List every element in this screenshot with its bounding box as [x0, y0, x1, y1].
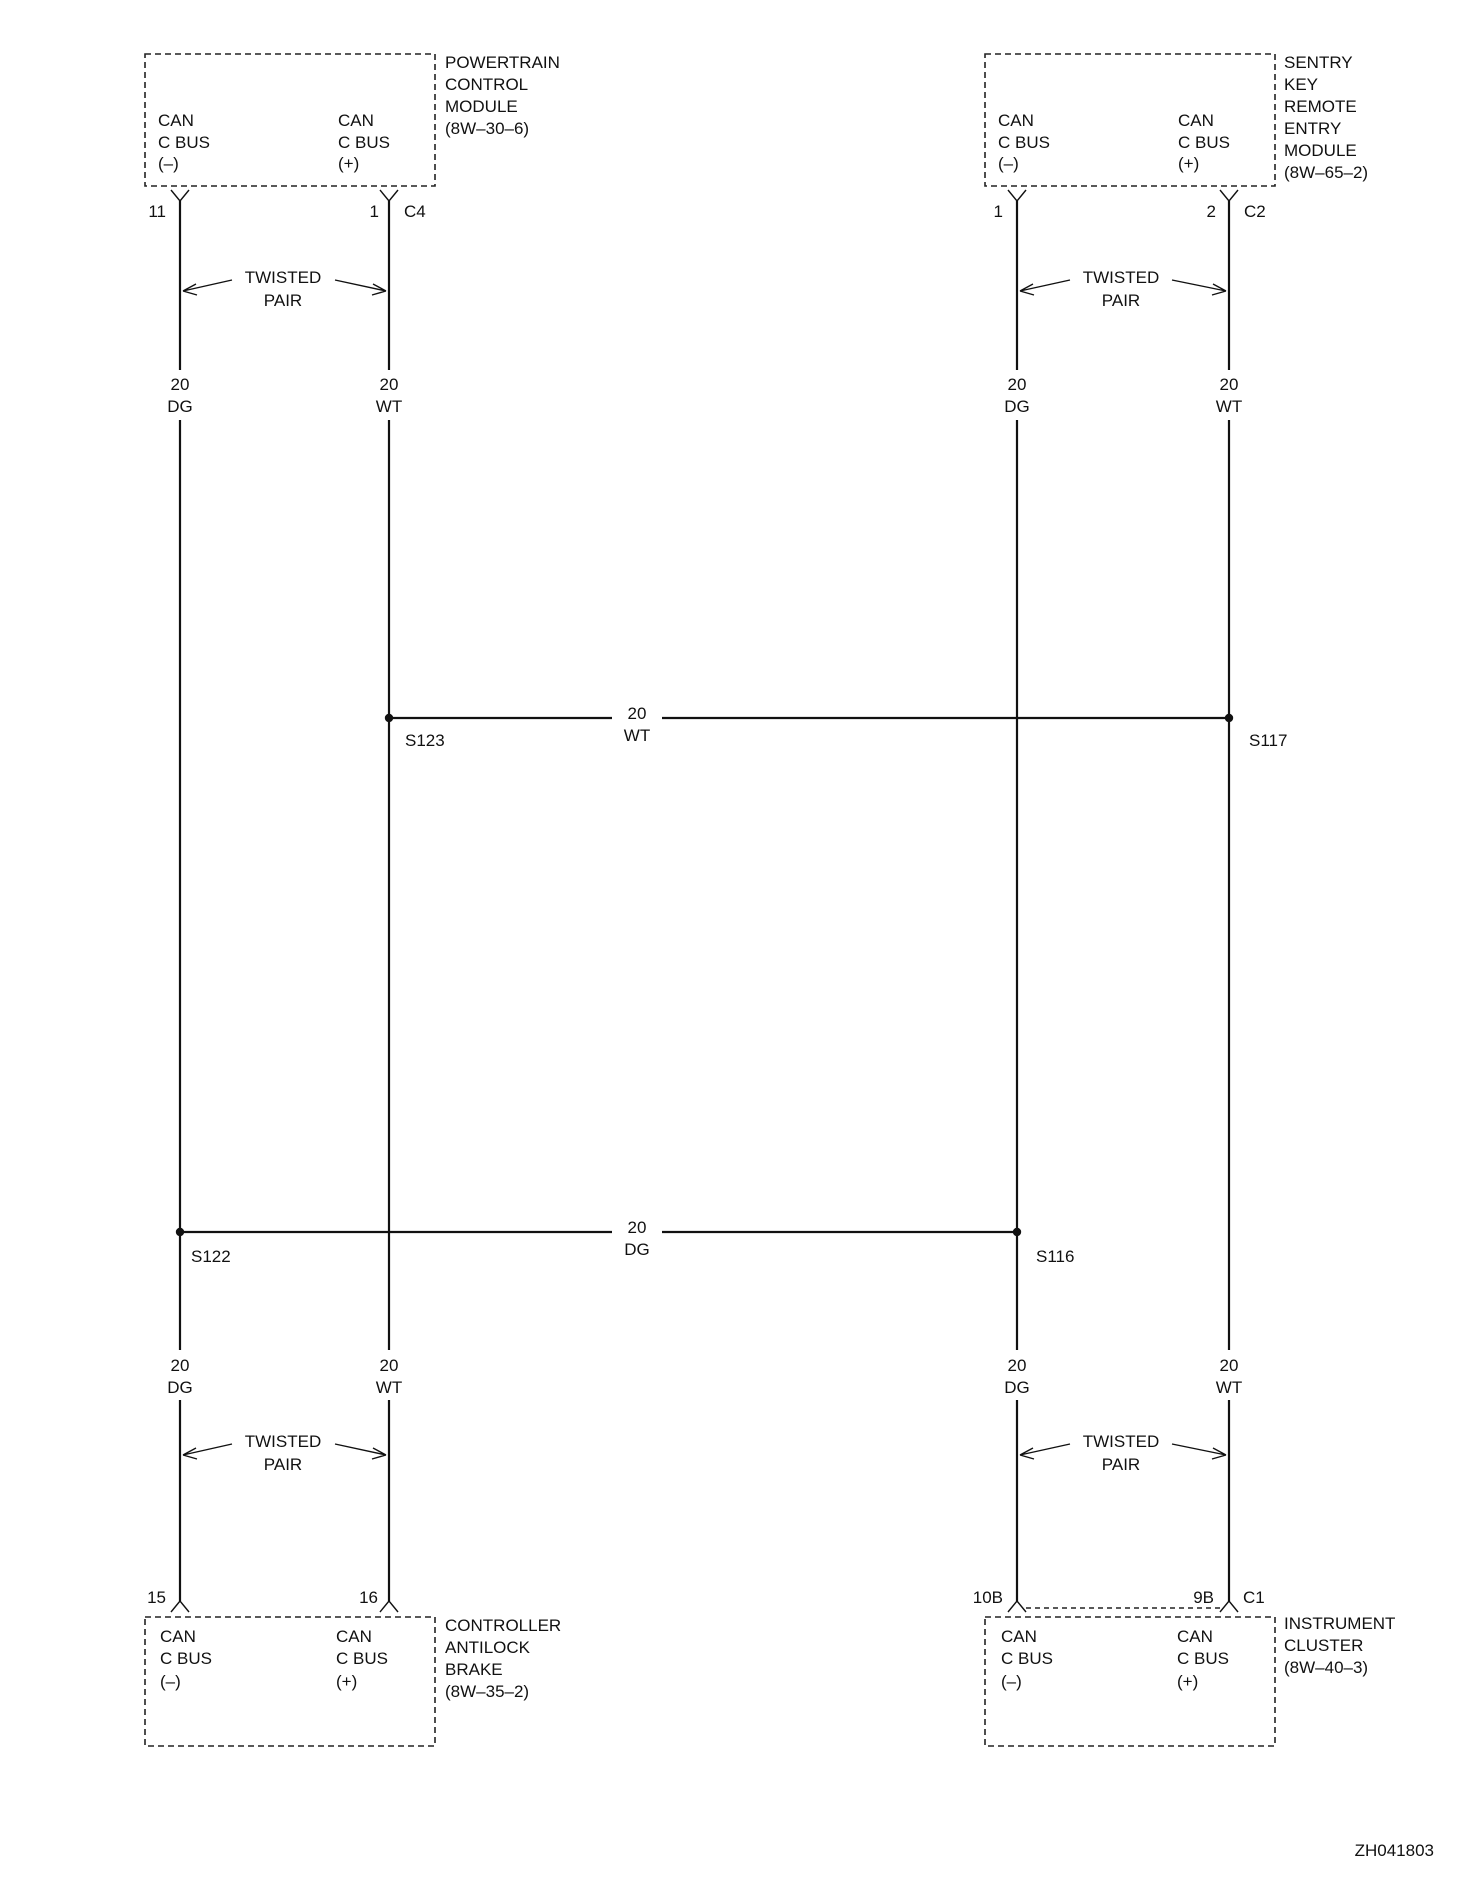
skreem-right-pin: 2 [1206, 202, 1216, 221]
splice-label-s116: S116 [1036, 1247, 1075, 1266]
skreem-connector: C2 [1244, 202, 1266, 221]
cab-name-1: CONTROLLER [445, 1616, 562, 1635]
wire-label-cab-left-gauge: 20 [170, 1356, 190, 1375]
twisted-pair-label-2: PAIR [263, 291, 303, 310]
splice-label-s117: S117 [1249, 731, 1288, 750]
pcm-right-label-1: CAN [338, 111, 374, 130]
ic-name-2: CLUSTER [1284, 1636, 1364, 1655]
pcm-left-label-2: C BUS [158, 133, 210, 152]
cab-name-3: BRAKE [445, 1660, 503, 1679]
ic-name-3: (8W–40–3) [1284, 1658, 1369, 1677]
cab-right-label-3: (+) [336, 1672, 358, 1691]
pcm-right-label-2: C BUS [338, 133, 390, 152]
arrow-left-icon [183, 1444, 232, 1459]
twisted-pair-cab [183, 1432, 386, 1474]
cab-right-label-2: C BUS [336, 1649, 388, 1668]
ic-connector: C1 [1243, 1588, 1265, 1607]
twisted-pair-pcm [183, 268, 386, 310]
wire-label-ic-left-gauge: 20 [1007, 1356, 1027, 1375]
pcm-name-4: (8W–30–6) [445, 119, 530, 138]
arrow-left-icon [1020, 1444, 1070, 1459]
twisted-pair-label-1: TWISTED [1082, 1432, 1160, 1451]
skreem-right-pin-symbol [1220, 190, 1238, 201]
cab-right-pin-symbol [380, 1601, 398, 1612]
arrow-right-icon [1172, 1444, 1226, 1459]
twisted-pair-ic [1020, 1432, 1226, 1474]
wire-label-cab-right-gauge: 20 [379, 1356, 399, 1375]
wire-label-ic-left-color: DG [1004, 1378, 1030, 1397]
cab-left-pin: 15 [147, 1588, 166, 1607]
wire-label-cross-dg-color: DG [624, 1240, 650, 1259]
splice-label-s123: S123 [405, 731, 445, 750]
cab-module [145, 1588, 561, 1746]
wire-label-cross-wt-gauge: 20 [627, 704, 647, 723]
ic-right-label-3: (+) [1177, 1672, 1199, 1691]
wire-label-ic-right-gauge: 20 [1219, 1356, 1239, 1375]
ic-left-pin: 10B [972, 1588, 1003, 1607]
pcm-name-3: MODULE [445, 97, 518, 116]
cab-left-label-3: (–) [160, 1672, 181, 1691]
cab-name-2: ANTILOCK [445, 1638, 531, 1657]
splice-dot-s117 [1225, 714, 1233, 722]
skreem-right-label-3: (+) [1178, 154, 1200, 173]
skreem-name-4: ENTRY [1284, 119, 1342, 138]
ic-right-label-2: C BUS [1177, 1649, 1229, 1668]
pcm-left-label-3: (–) [158, 154, 179, 173]
skreem-name-2: KEY [1284, 75, 1319, 94]
figure-id: ZH041803 [1354, 1841, 1434, 1860]
pcm-right-label-3: (+) [338, 154, 360, 173]
wire-label-cross-wt-color: WT [623, 726, 651, 745]
splice-dot-s122 [176, 1228, 184, 1236]
wire-label-pcm-left-color: DG [167, 397, 193, 416]
ic-left-label-1: CAN [1001, 1627, 1037, 1646]
wire-label-skreem-left-color: DG [1004, 397, 1030, 416]
wire-label-cross-dg-gauge: 20 [627, 1218, 647, 1237]
twisted-pair-label-2: PAIR [263, 1455, 303, 1474]
twisted-pair-label-1: TWISTED [244, 268, 322, 287]
pcm-right-pin: 1 [369, 202, 379, 221]
pcm-connector: C4 [404, 202, 426, 221]
ic-left-pin-symbol [1008, 1601, 1026, 1612]
ic-name-1: INSTRUMENT [1284, 1614, 1396, 1633]
cab-right-pin: 16 [359, 1588, 378, 1607]
skreem-left-pin-symbol [1008, 190, 1026, 201]
pcm-left-pin-symbol [171, 190, 189, 201]
twisted-pair-label-2: PAIR [1101, 291, 1141, 310]
skreem-name-5: MODULE [1284, 141, 1357, 160]
wire-label-pcm-right-gauge: 20 [379, 375, 399, 394]
wire-label-ic-right-color: WT [1215, 1378, 1243, 1397]
pcm-left-pin: 11 [148, 202, 166, 221]
cab-left-label-1: CAN [160, 1627, 196, 1646]
skreem-left-pin: 1 [993, 202, 1003, 221]
skreem-name-1: SENTRY [1284, 53, 1353, 72]
splice-label-s122: S122 [191, 1247, 231, 1266]
skreem-left-label-3: (–) [998, 154, 1019, 173]
twisted-pair-label-1: TWISTED [1082, 268, 1160, 287]
twisted-pair-label-1: TWISTED [244, 1432, 322, 1451]
wire-label-pcm-right-color: WT [375, 397, 403, 416]
cab-left-pin-symbol [171, 1601, 189, 1612]
wire-label-skreem-right-color: WT [1215, 397, 1243, 416]
twisted-pair-skreem [1020, 268, 1226, 310]
cab-name-4: (8W–35–2) [445, 1682, 530, 1701]
ic-right-pin: 9B [1193, 1588, 1214, 1607]
cab-left-label-2: C BUS [160, 1649, 212, 1668]
pcm-left-label-1: CAN [158, 111, 194, 130]
ic-left-label-3: (–) [1001, 1672, 1022, 1691]
ic-module [973, 1588, 1396, 1746]
splice-dot-s116 [1013, 1228, 1021, 1236]
ic-right-pin-symbol [1220, 1601, 1238, 1612]
splice-dot-s123 [385, 714, 393, 722]
cab-right-label-1: CAN [336, 1627, 372, 1646]
ic-right-label-1: CAN [1177, 1627, 1213, 1646]
arrow-right-icon [1172, 280, 1226, 295]
wire-label-skreem-right-gauge: 20 [1219, 375, 1239, 394]
pcm-right-pin-symbol [380, 190, 398, 201]
skreem-name-3: REMOTE [1284, 97, 1357, 116]
wire-label-cab-left-color: DG [167, 1378, 193, 1397]
wire-label-cab-right-color: WT [375, 1378, 403, 1397]
pcm-name-2: CONTROL [445, 75, 529, 94]
arrow-right-icon [335, 280, 386, 295]
pcm-name-1: POWERTRAIN [445, 53, 560, 72]
arrow-left-icon [183, 280, 232, 295]
skreem-right-label-2: C BUS [1178, 133, 1230, 152]
arrow-left-icon [1020, 280, 1070, 295]
wire-label-skreem-left-gauge: 20 [1007, 375, 1027, 394]
arrow-right-icon [335, 1444, 386, 1459]
pcm-module [145, 53, 560, 221]
ic-left-label-2: C BUS [1001, 1649, 1053, 1668]
skreem-left-label-2: C BUS [998, 133, 1050, 152]
skreem-left-label-1: CAN [998, 111, 1034, 130]
twisted-pair-label-2: PAIR [1101, 1455, 1141, 1474]
skreem-name-6: (8W–65–2) [1284, 163, 1369, 182]
skreem-right-label-1: CAN [1178, 111, 1214, 130]
wire-label-pcm-left-gauge: 20 [170, 375, 190, 394]
skreem-module [985, 53, 1368, 221]
